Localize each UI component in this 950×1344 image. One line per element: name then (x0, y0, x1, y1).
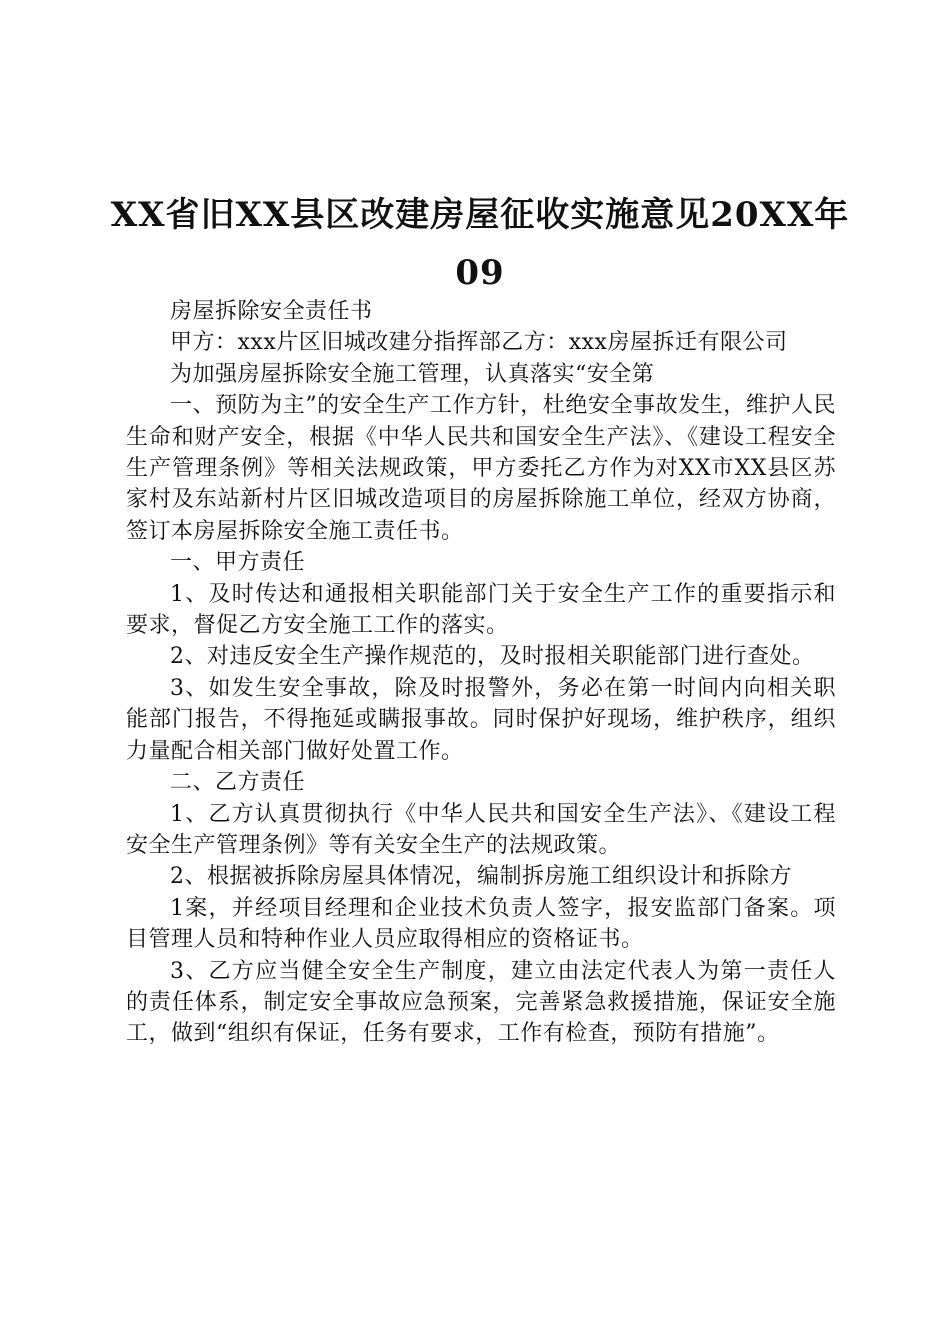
title-line-2: 09 (455, 253, 505, 293)
section-heading: 二、乙方责任 (170, 770, 306, 796)
list-item: 3、如发生安全事故，除及时报警外，务必在第一时间内向相关职能部门报告，不得拖延或瞒报事故。同时保护好现场，维护秩序，组织力量配合相关部门做好处置工作。 (126, 675, 836, 764)
document-title (110, 186, 850, 302)
list-item: 3、乙方应当健全安全生产制度，建立由法定代表人为第一责任人的责任体系，制定安全事故应急预案，完善紧急救援措施，保证安全施工，做到“组织有保证，任务有要求，工作有检查，预防有措施”。 (126, 958, 836, 1047)
list-item: 2、根据被拆除房屋具体情况，编制拆房施工组织设计和拆除方 (170, 864, 792, 890)
list-item: 1、乙方认真贯彻执行《中华人民共和国安全生产法》、《建设工程安全生产管理条例》等有关安全生产的法规政策。 (126, 801, 836, 858)
section-heading: 一、甲方责任 (170, 550, 306, 576)
document-body (126, 296, 836, 1050)
subtitle-paragraph: 房屋拆除安全责任书 (170, 299, 373, 324)
title-line-1: XX省旧XX县区改建房屋征收实施意见20XX年 (110, 195, 850, 235)
list-item: 1、及时传达和通报相关职能部门关于安全生产工作的重要指示和要求，督促乙方安全施工工作的落实。 (126, 581, 836, 639)
body-paragraph: 一、预防为主”的安全生产工作方针，杜绝安全事故发生，维护人民生命和财产安全，根据《中华人民共和国安全生产法》、《建设工程安全生产管理条例》等相关法规政策，甲方委托乙方作为对XX市XX县区苏家村及东站新村片区旧城改造项目的房屋拆除施工单位，经双方协商，签订本房屋拆除安全施工责任书。 (126, 393, 836, 544)
list-item: 1案，并经项目经理和企业技术负责人签字，报安监部门备案。项目管理人员和特种作业人员应取得相应的资格证书。 (126, 895, 836, 953)
list-item: 2、对违反安全生产操作规范的，及时报相关职能部门进行查处。 (170, 644, 815, 670)
parties-paragraph: 甲方：xxx片区旧城改建分指挥部乙方：xxx房屋拆迁有限公司 (170, 330, 788, 356)
body-paragraph: 为加强房屋拆除安全施工管理，认真落实“安全第 (170, 361, 655, 387)
